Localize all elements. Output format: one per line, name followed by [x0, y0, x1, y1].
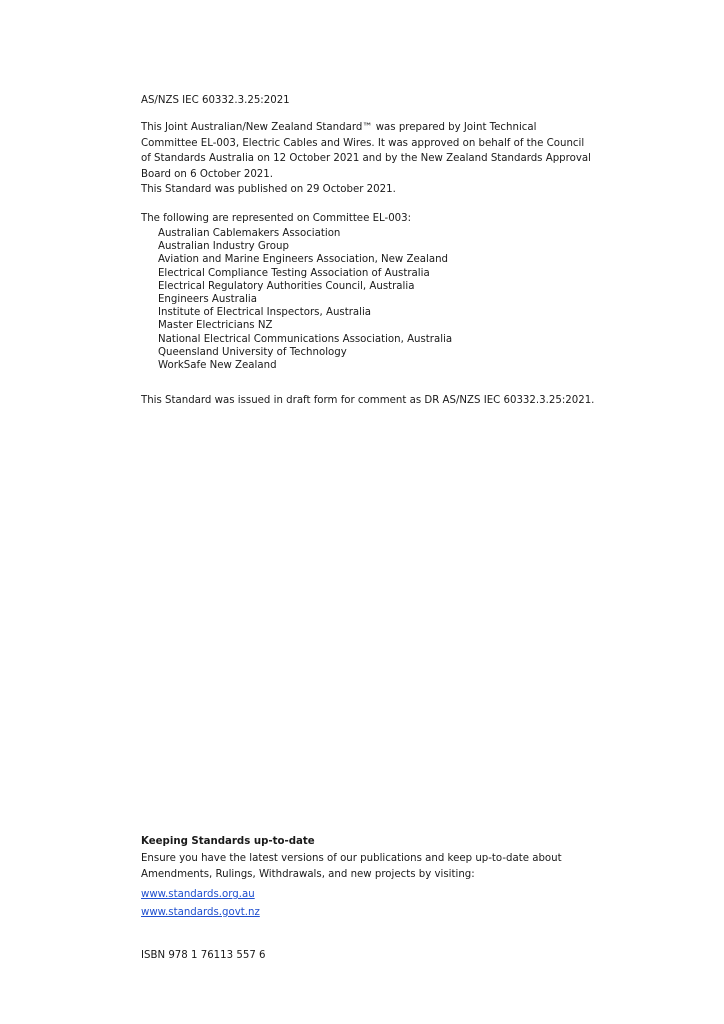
- committee-member: WorkSafe New Zealand: [158, 360, 277, 372]
- committee-member: National Electrical Communications Association, Australia: [158, 333, 453, 345]
- keeping-up-to-date-body: Ensure you have the latest versions of our publications and keep up-to-date about Amendments, Rulings, Withdrawals, and new projects by visiting:: [141, 853, 562, 880]
- preparation-statement: This Joint Australian/New Zealand Standard™ was prepared by Joint Technical Committee EL-003, Electric Cables and Wires. It was approved on behalf of the Council of Standards Australia on 12 October 2021 and by the New Zealand Standards Approval Board on 6 October 2021.: [141, 122, 591, 180]
- committee-member: Australian Industry Group: [158, 241, 289, 253]
- isbn-number: ISBN 978 1 76113 557 6: [141, 950, 266, 961]
- representation-intro: The following are represented on Committee EL-003:: [141, 213, 412, 224]
- committee-member: Aviation and Marine Engineers Association, New Zealand: [158, 254, 448, 266]
- keeping-up-to-date-heading: Keeping Standards up-to-date: [141, 836, 315, 847]
- standards-australia-link[interactable]: www.standards.org.au: [141, 889, 255, 900]
- draft-statement: This Standard was issued in draft form for comment as DR AS/NZS IEC 60332.3.25:2021.: [141, 395, 595, 406]
- committee-member: Queensland University of Technology: [158, 346, 347, 358]
- committee-member: Electrical Regulatory Authorities Council, Australia: [158, 280, 415, 292]
- standard-designation: AS/NZS IEC 60332.3.25:2021: [141, 95, 290, 106]
- committee-member: Electrical Compliance Testing Association of Australia: [158, 267, 430, 279]
- committee-member: Institute of Electrical Inspectors, Australia: [158, 307, 372, 319]
- committee-member: Engineers Australia: [158, 294, 257, 306]
- committee-member-list: [158, 227, 452, 372]
- committee-member: Master Electricians NZ: [158, 320, 273, 332]
- published-statement: This Standard was published on 29 October 2021.: [141, 184, 396, 195]
- committee-member: Australian Cablemakers Association: [158, 228, 341, 239]
- standards-nz-link[interactable]: www.standards.govt.nz: [141, 907, 260, 918]
